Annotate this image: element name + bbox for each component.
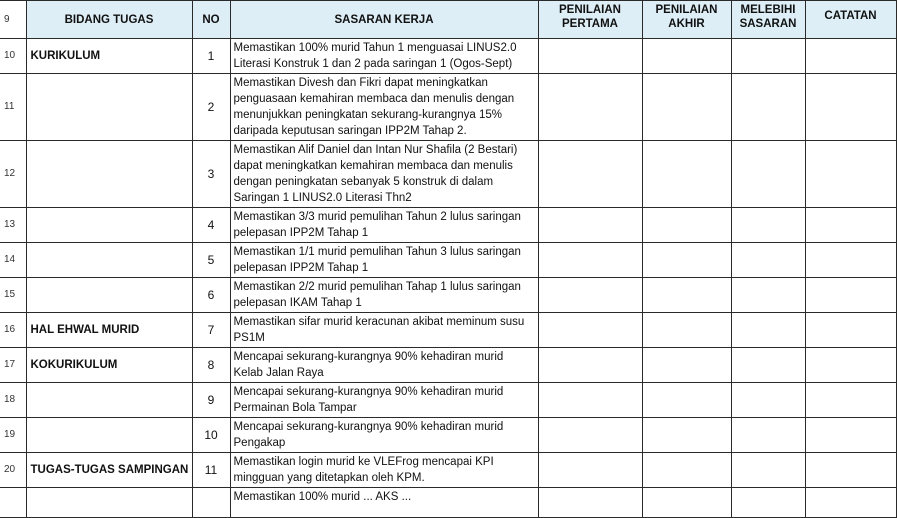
- cell-bidang-tugas[interactable]: [26, 141, 192, 208]
- cell-sasaran-kerja[interactable]: Mencapai sekurang-kurangnya 90% kehadiran murid Pengakap: [230, 418, 538, 453]
- cell-penilaian-pertama[interactable]: [538, 74, 642, 141]
- cell-penilaian-pertama[interactable]: [538, 453, 642, 488]
- cell-penilaian-akhir[interactable]: [642, 313, 731, 348]
- row-number: 14: [0, 243, 26, 278]
- header-sasaran-kerja[interactable]: SASARAN KERJA: [230, 1, 538, 39]
- cell-penilaian-pertama[interactable]: [538, 418, 642, 453]
- cell-penilaian-akhir[interactable]: [642, 74, 731, 141]
- cell-penilaian-akhir[interactable]: [642, 453, 731, 488]
- cell-melebihi-sasaran[interactable]: [731, 243, 805, 278]
- cell-sasaran-kerja[interactable]: Memastikan Alif Daniel dan Intan Nur Shafila (2 Bestari) dapat meningkatkan kemahiran membaca dan menulis dengan peningkatan sebanyak 5 konstruk di dalam Saringan 1 LINUS2.0 Literasi Thn2: [230, 141, 538, 208]
- cell-catatan[interactable]: [805, 141, 896, 208]
- cell-melebihi-sasaran[interactable]: [731, 278, 805, 313]
- cell-sasaran-kerja[interactable]: Memastikan 100% murid ... AKS ...: [230, 488, 538, 518]
- header-penilaian-akhir[interactable]: PENILAIAN AKHIR: [642, 1, 731, 39]
- table-row: [0, 141, 896, 208]
- cell-melebihi-sasaran[interactable]: [731, 418, 805, 453]
- cell-no[interactable]: 4: [192, 208, 230, 243]
- cell-no[interactable]: 7: [192, 313, 230, 348]
- cell-penilaian-pertama[interactable]: [538, 383, 642, 418]
- cell-melebihi-sasaran[interactable]: [731, 74, 805, 141]
- cell-penilaian-pertama[interactable]: [538, 243, 642, 278]
- header-catatan[interactable]: CATATAN: [805, 1, 896, 39]
- cell-penilaian-akhir[interactable]: [642, 243, 731, 278]
- row-number: 20: [0, 453, 26, 488]
- cell-penilaian-akhir[interactable]: [642, 39, 731, 74]
- cell-sasaran-kerja[interactable]: Memastikan Divesh dan Fikri dapat meningkatkan penguasaan kemahiran membaca dan menulis dengan menunjukkan peningkatan sekurang-kurangnya 15% daripada keputusan saringan IPP2M Tahap 2.: [230, 74, 538, 141]
- header-no[interactable]: NO: [192, 1, 230, 39]
- cell-sasaran-kerja[interactable]: Memastikan 100% murid Tahun 1 menguasai LINUS2.0 Literasi Konstruk 1 dan 2 pada saringan 1 (Ogos-Sept): [230, 39, 538, 74]
- row-number: 9: [0, 1, 26, 39]
- cell-bidang-tugas[interactable]: [26, 74, 192, 141]
- cell-catatan[interactable]: [805, 278, 896, 313]
- cell-penilaian-pertama[interactable]: [538, 313, 642, 348]
- table-row: [0, 313, 896, 348]
- cell-sasaran-kerja[interactable]: Memastikan 3/3 murid pemulihan Tahun 2 lulus saringan pelepasan IPP2M Tahap 1: [230, 208, 538, 243]
- cell-no[interactable]: 3: [192, 141, 230, 208]
- cell-bidang-tugas[interactable]: [26, 278, 192, 313]
- row-number: 17: [0, 348, 26, 383]
- cell-no[interactable]: 2: [192, 74, 230, 141]
- cell-penilaian-akhir[interactable]: [642, 418, 731, 453]
- row-number: 12: [0, 141, 26, 208]
- cell-bidang-tugas[interactable]: [26, 243, 192, 278]
- table-row: [0, 488, 896, 518]
- cell-no[interactable]: [192, 488, 230, 518]
- cell-melebihi-sasaran[interactable]: [731, 313, 805, 348]
- table-row: [0, 348, 896, 383]
- row-number: 19: [0, 418, 26, 453]
- table-row: [0, 453, 896, 488]
- cell-penilaian-akhir[interactable]: [642, 208, 731, 243]
- cell-melebihi-sasaran[interactable]: [731, 488, 805, 518]
- header-row: [0, 1, 896, 39]
- row-number: 13: [0, 208, 26, 243]
- header-penilaian-pertama[interactable]: PENILAIAN PERTAMA: [538, 1, 642, 39]
- cell-catatan[interactable]: [805, 243, 896, 278]
- cell-catatan[interactable]: [805, 208, 896, 243]
- cell-bidang-tugas[interactable]: TUGAS-TUGAS SAMPINGAN: [26, 453, 192, 488]
- cell-catatan[interactable]: [805, 453, 896, 488]
- table-row: [0, 383, 896, 418]
- cell-bidang-tugas[interactable]: KURIKULUM: [26, 39, 192, 74]
- cell-melebihi-sasaran[interactable]: [731, 39, 805, 74]
- cell-bidang-tugas[interactable]: KOKURIKULUM: [26, 348, 192, 383]
- cell-bidang-tugas[interactable]: [26, 383, 192, 418]
- row-number: 10: [0, 39, 26, 74]
- cell-catatan[interactable]: [805, 39, 896, 74]
- cell-melebihi-sasaran[interactable]: [731, 208, 805, 243]
- table-row: [0, 39, 896, 74]
- row-number: [0, 488, 26, 518]
- cell-sasaran-kerja[interactable]: Memastikan 1/1 murid pemulihan Tahun 3 lulus saringan pelepasan IPP2M Tahap 1: [230, 243, 538, 278]
- cell-catatan[interactable]: [805, 488, 896, 518]
- table-row: [0, 243, 896, 278]
- cell-catatan[interactable]: [805, 383, 896, 418]
- cell-sasaran-kerja[interactable]: Memastikan login murid ke VLEFrog mencapai KPI mingguan yang ditetapkan oleh KPM.: [230, 453, 538, 488]
- cell-penilaian-pertama[interactable]: [538, 141, 642, 208]
- cell-melebihi-sasaran[interactable]: [731, 141, 805, 208]
- cell-penilaian-pertama[interactable]: [538, 488, 642, 518]
- table-row: [0, 208, 896, 243]
- cell-no[interactable]: 1: [192, 39, 230, 74]
- cell-sasaran-kerja[interactable]: Memastikan sifar murid keracunan akibat meminum susu PS1M: [230, 313, 538, 348]
- cell-bidang-tugas[interactable]: [26, 418, 192, 453]
- cell-sasaran-kerja[interactable]: Mencapai sekurang-kurangnya 90% kehadiran murid Permainan Bola Tampar: [230, 383, 538, 418]
- cell-bidang-tugas[interactable]: HAL EHWAL MURID: [26, 313, 192, 348]
- cell-bidang-tugas[interactable]: [26, 488, 192, 518]
- cell-sasaran-kerja[interactable]: Memastikan 2/2 murid pemulihan Tahap 1 lulus saringan pelepasan IKAM Tahap 1: [230, 278, 538, 313]
- cell-penilaian-akhir[interactable]: [642, 348, 731, 383]
- cell-sasaran-kerja[interactable]: Mencapai sekurang-kurangnya 90% kehadiran murid Kelab Jalan Raya: [230, 348, 538, 383]
- cell-penilaian-pertama[interactable]: [538, 278, 642, 313]
- row-number: 15: [0, 278, 26, 313]
- cell-melebihi-sasaran[interactable]: [731, 453, 805, 488]
- cell-catatan[interactable]: [805, 313, 896, 348]
- cell-bidang-tugas[interactable]: [26, 208, 192, 243]
- cell-catatan[interactable]: [805, 74, 896, 141]
- table-row: [0, 74, 896, 141]
- cell-catatan[interactable]: [805, 418, 896, 453]
- header-bidang-tugas[interactable]: BIDANG TUGAS: [26, 1, 192, 39]
- cell-no[interactable]: 9: [192, 383, 230, 418]
- row-number: 16: [0, 313, 26, 348]
- row-number: 11: [0, 74, 26, 141]
- cell-penilaian-pertama[interactable]: [538, 39, 642, 74]
- cell-no[interactable]: 8: [192, 348, 230, 383]
- cell-melebihi-sasaran[interactable]: [731, 383, 805, 418]
- cell-catatan[interactable]: [805, 348, 896, 383]
- cell-penilaian-pertama[interactable]: [538, 208, 642, 243]
- cell-penilaian-akhir[interactable]: [642, 141, 731, 208]
- header-melebihi-sasaran[interactable]: MELEBIHI SASARAN: [731, 1, 805, 39]
- cell-penilaian-akhir[interactable]: [642, 383, 731, 418]
- table-row: [0, 418, 896, 453]
- cell-no[interactable]: 5: [192, 243, 230, 278]
- cell-no[interactable]: 6: [192, 278, 230, 313]
- cell-penilaian-pertama[interactable]: [538, 348, 642, 383]
- row-number: 18: [0, 383, 26, 418]
- cell-no[interactable]: 10: [192, 418, 230, 453]
- table-row: [0, 278, 896, 313]
- cell-penilaian-akhir[interactable]: [642, 488, 731, 518]
- cell-no[interactable]: 11: [192, 453, 230, 488]
- cell-melebihi-sasaran[interactable]: [731, 348, 805, 383]
- cell-penilaian-akhir[interactable]: [642, 278, 731, 313]
